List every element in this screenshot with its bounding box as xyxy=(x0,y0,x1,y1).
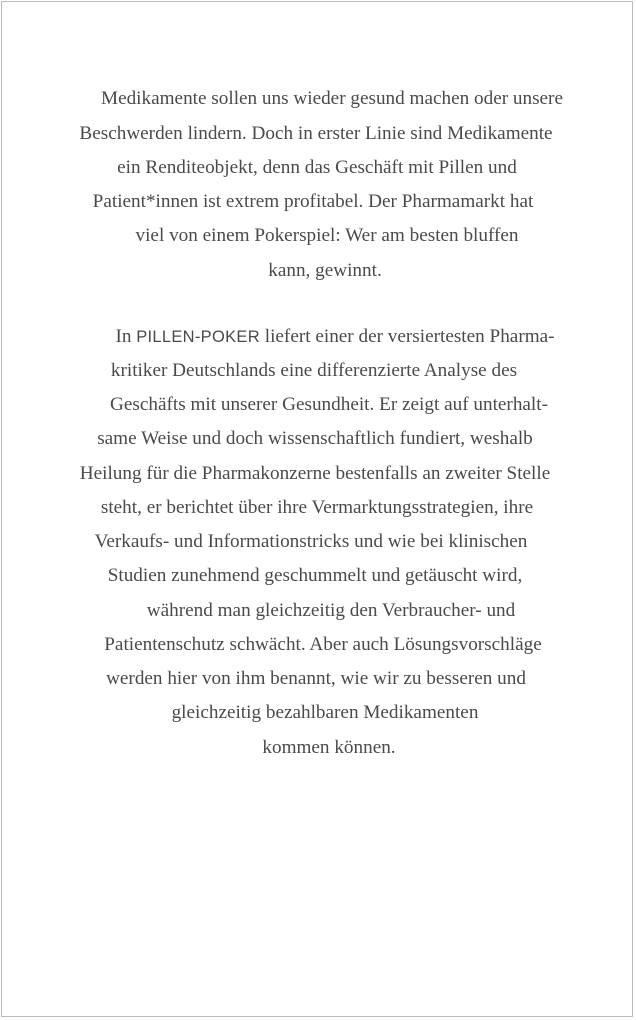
text-line: Patientenschutz schwächt. Aber auch Lösungsvorschläge xyxy=(104,634,542,655)
text-line: Medikamente sollen uns wieder gesund machen oder unsere xyxy=(101,88,563,109)
text-line: ein Renditeobjekt, denn das Geschäft mit Pillen und xyxy=(117,157,517,178)
book-back-cover xyxy=(1,1,633,1017)
text-line: viel von einem Pokerspiel: Wer am besten bluffen xyxy=(135,225,519,246)
text-line: Heilung für die Pharmakonzerne bestenfalls an zweiter Stelle xyxy=(79,463,551,484)
text-line: same Weise und doch wissenschaftlich fundiert, weshalb xyxy=(97,428,533,449)
text-line: Patient*innen ist extrem profitabel. Der Pharmamarkt hat xyxy=(92,191,534,212)
text-line: kommen können. xyxy=(262,737,396,758)
text-line: In PILLEN-POKER liefert einer der versiertesten Pharma- xyxy=(115,326,555,347)
text-line: steht, er berichtet über ihre Vermarktungsstrategien, ihre xyxy=(100,497,534,518)
text-line: Studien zunehmend geschummelt und getäuscht wird, xyxy=(107,565,523,586)
text-line: kritiker Deutschlands eine differenzierte Analyse des xyxy=(110,360,518,381)
text-line: während man gleichzeitig den Verbraucher- und xyxy=(146,600,516,621)
text-line: werden hier von ihm benannt, wie wir zu besseren und xyxy=(106,668,526,689)
text-line: gleichzeitig bezahlbaren Medikamenten xyxy=(171,702,479,723)
text-line: Geschäfts mit unserer Gesundheit. Er zeigt auf unterhalt- xyxy=(110,394,548,415)
text-line: Beschwerden lindern. Doch in erster Linie sind Medikamente xyxy=(79,123,553,144)
text-line: Verkaufs- und Informationstricks und wie bei klinischen xyxy=(94,531,528,552)
text-line: kann, gewinnt. xyxy=(268,260,382,281)
book-title: PILLEN-POKER xyxy=(136,328,260,346)
